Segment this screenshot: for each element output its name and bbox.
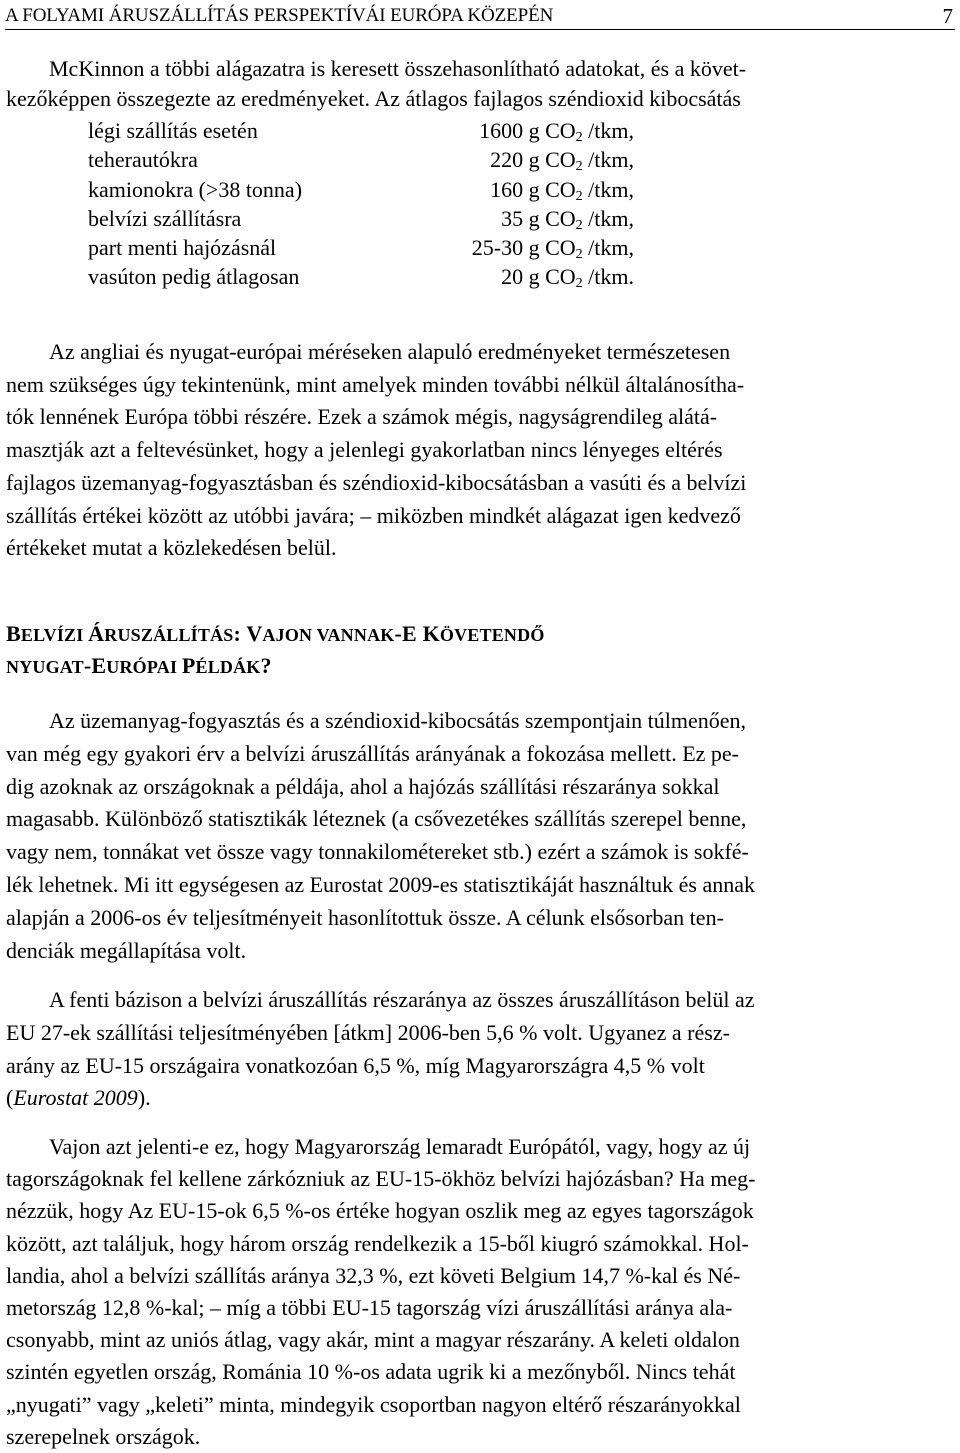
text-line: „nyugati” vagy „keleti” minta, mindegyik csoportban nagyon eltérő részarányokkal	[6, 1391, 741, 1417]
co2-row	[88, 233, 648, 262]
text-line: masztják azt a feltevésünket, hogy a jelenlegi gyakorlatban nincs lényeges eltérés	[6, 437, 723, 463]
text-line: szerepelnek országok.	[6, 1423, 201, 1449]
page-number: 7	[942, 4, 953, 28]
text-line: van még egy gyakori érv a belvízi áruszállítás arányának a fokozása mellett. Ez pe-	[6, 740, 740, 766]
text-line: tagországoknak fel kellene zárkózniuk az EU-15-ökhöz belvízi hajózásban? Ha meg-	[6, 1166, 756, 1192]
citation: Eurostat 2009	[13, 1085, 138, 1111]
text-line: értékeket mutat a közlekedésen belül.	[6, 535, 337, 561]
text-line: nem szükséges úgy tekintenünk, mint amelyek minden további nélkül általánosítha-	[6, 371, 745, 397]
paragraph-3	[6, 984, 954, 1115]
running-header	[5, 3, 955, 30]
co2-value: 160 g $CO_2$ /tkm,	[490, 176, 634, 204]
co2-row	[88, 262, 648, 291]
text-line: EU 27-ek szállítási teljesítményében [átkm] 2006-ben 5,6 % volt. Ugyanez a rész-	[6, 1019, 730, 1045]
co2-row	[88, 145, 648, 174]
co2-label: teherautókra	[88, 147, 198, 173]
section-heading-line: BELVÍZI ÁRUSZÁLLÍTÁS: VAJON VANNAK-E KÖVETENDŐ	[6, 621, 545, 646]
intro-paragraph	[6, 54, 954, 113]
section-heading-line: NYUGAT-EURÓPAI PÉLDÁK?	[6, 652, 272, 678]
co2-emission-list	[88, 116, 648, 292]
text-line: alapján a 2006-os év teljesítményeit hasonlítottuk össze. A célunk elsősorban ten-	[6, 904, 724, 930]
co2-row	[88, 204, 648, 233]
co2-label: vasúton pedig átlagosan	[88, 264, 300, 290]
text-line: (Eurostat 2009).	[6, 1085, 151, 1111]
header-title: A FOLYAMI ÁRUSZÁLLÍTÁS PERSPEKTÍVÁI EURÓPA KÖZEPÉN	[5, 5, 554, 26]
text-line: csonyabb, mint az uniós átlag, vagy akár, mint a magyar részarány. A keleti oldalon	[6, 1327, 740, 1353]
text-line: nézzük, hogy Az EU-15-ok 6,5 %-os értéke hogyan oszlik meg az egyes tagországok	[6, 1198, 754, 1224]
paragraph-4	[6, 1131, 954, 1453]
co2-value: 220 g $CO_2$ /tkm,	[490, 147, 634, 175]
text-line: landia, ahol a belvízi szállítás aránya 32,3 %, ezt követi Belgium 14,7 %-kal és Né-	[6, 1262, 741, 1288]
text-line: szállítás értékei között az utóbbi javára; – miközben mindkét alágazat igen kedvező	[6, 502, 741, 528]
text-line: szintén egyetlen ország, Románia 10 %-os adata ugrik ki a mezőnyből. Nincs tehát	[6, 1359, 736, 1385]
text-line: lék lehetnek. Mi itt egységesen az Eurostat 2009-es statisztikáját használtuk és annak	[6, 871, 755, 897]
co2-value: 20 g $CO_2$ /tkm.	[501, 264, 634, 292]
text-line: McKinnon a többi alágazatra is keresett összehasonlítható adatokat, és a követ-	[49, 56, 747, 81]
co2-row	[88, 116, 648, 145]
text-line: metország 12,8 %-kal; – míg a többi EU-15 tagország vízi áruszállítási aránya ala-	[6, 1295, 733, 1321]
text-line: fajlagos üzemanyag-fogyasztásban és széndioxid-kibocsátásban a vasúti és a belvízi	[6, 469, 747, 495]
text-line: Az angliai és nyugat-európai méréseken alapuló eredményeket természetesen	[49, 339, 731, 364]
paragraph-2	[6, 705, 954, 967]
section-heading	[6, 619, 545, 682]
text-line: Az üzemanyag-fogyasztás és a széndioxid-kibocsátás szempontjain túlmenően,	[49, 708, 747, 733]
co2-label: belvízi szállításra	[88, 205, 242, 231]
co2-row	[88, 175, 648, 204]
text-line: tók lennének Európa többi részére. Ezek a számok mégis, nagyságrendileg alátá-	[6, 404, 718, 430]
paragraph-1	[6, 336, 954, 565]
text-line: kezőképpen összegezte az eredményeket. Az átlagos fajlagos széndioxid kibocsátás	[6, 85, 741, 111]
text-line: között, azt találjuk, hogy három ország rendelkezik a 15-ből kiugró számokkal. Hol-	[6, 1230, 749, 1256]
text-line: denciák megállapítása volt.	[6, 937, 247, 963]
text-line: dig azoknak az országoknak a példája, ahol a hajózás szállítási részaránya sokkal	[6, 773, 720, 799]
co2-value: 35 g $CO_2$ /tkm,	[501, 205, 634, 233]
text-line: Vajon azt jelenti-e ez, hogy Magyarország lemaradt Európától, vagy, hogy az új	[49, 1134, 751, 1159]
co2-label: part menti hajózásnál	[88, 235, 277, 261]
text-line: vagy nem, tonnákat vet össze vagy tonnakilométereket stb.) ezért a számok is sokfé-	[6, 839, 749, 865]
text-line: magasabb. Különböző statisztikák léteznek (a csővezetékes szállítás szerepel benne,	[6, 806, 747, 832]
co2-label: kamionokra (>38 tonna)	[88, 176, 303, 202]
co2-label: légi szállítás esetén	[88, 118, 258, 143]
co2-value: 1600 g $CO_2$ /tkm,	[479, 118, 634, 145]
co2-value: 25-30 g $CO_2$ /tkm,	[471, 235, 634, 263]
text-line: A fenti bázison a belvízi áruszállítás részaránya az összes áruszállításon belül az	[49, 987, 755, 1012]
text-line: arány az EU-15 országaira vonatkozóan 6,5 %, míg Magyarországra 4,5 % volt	[6, 1052, 705, 1078]
